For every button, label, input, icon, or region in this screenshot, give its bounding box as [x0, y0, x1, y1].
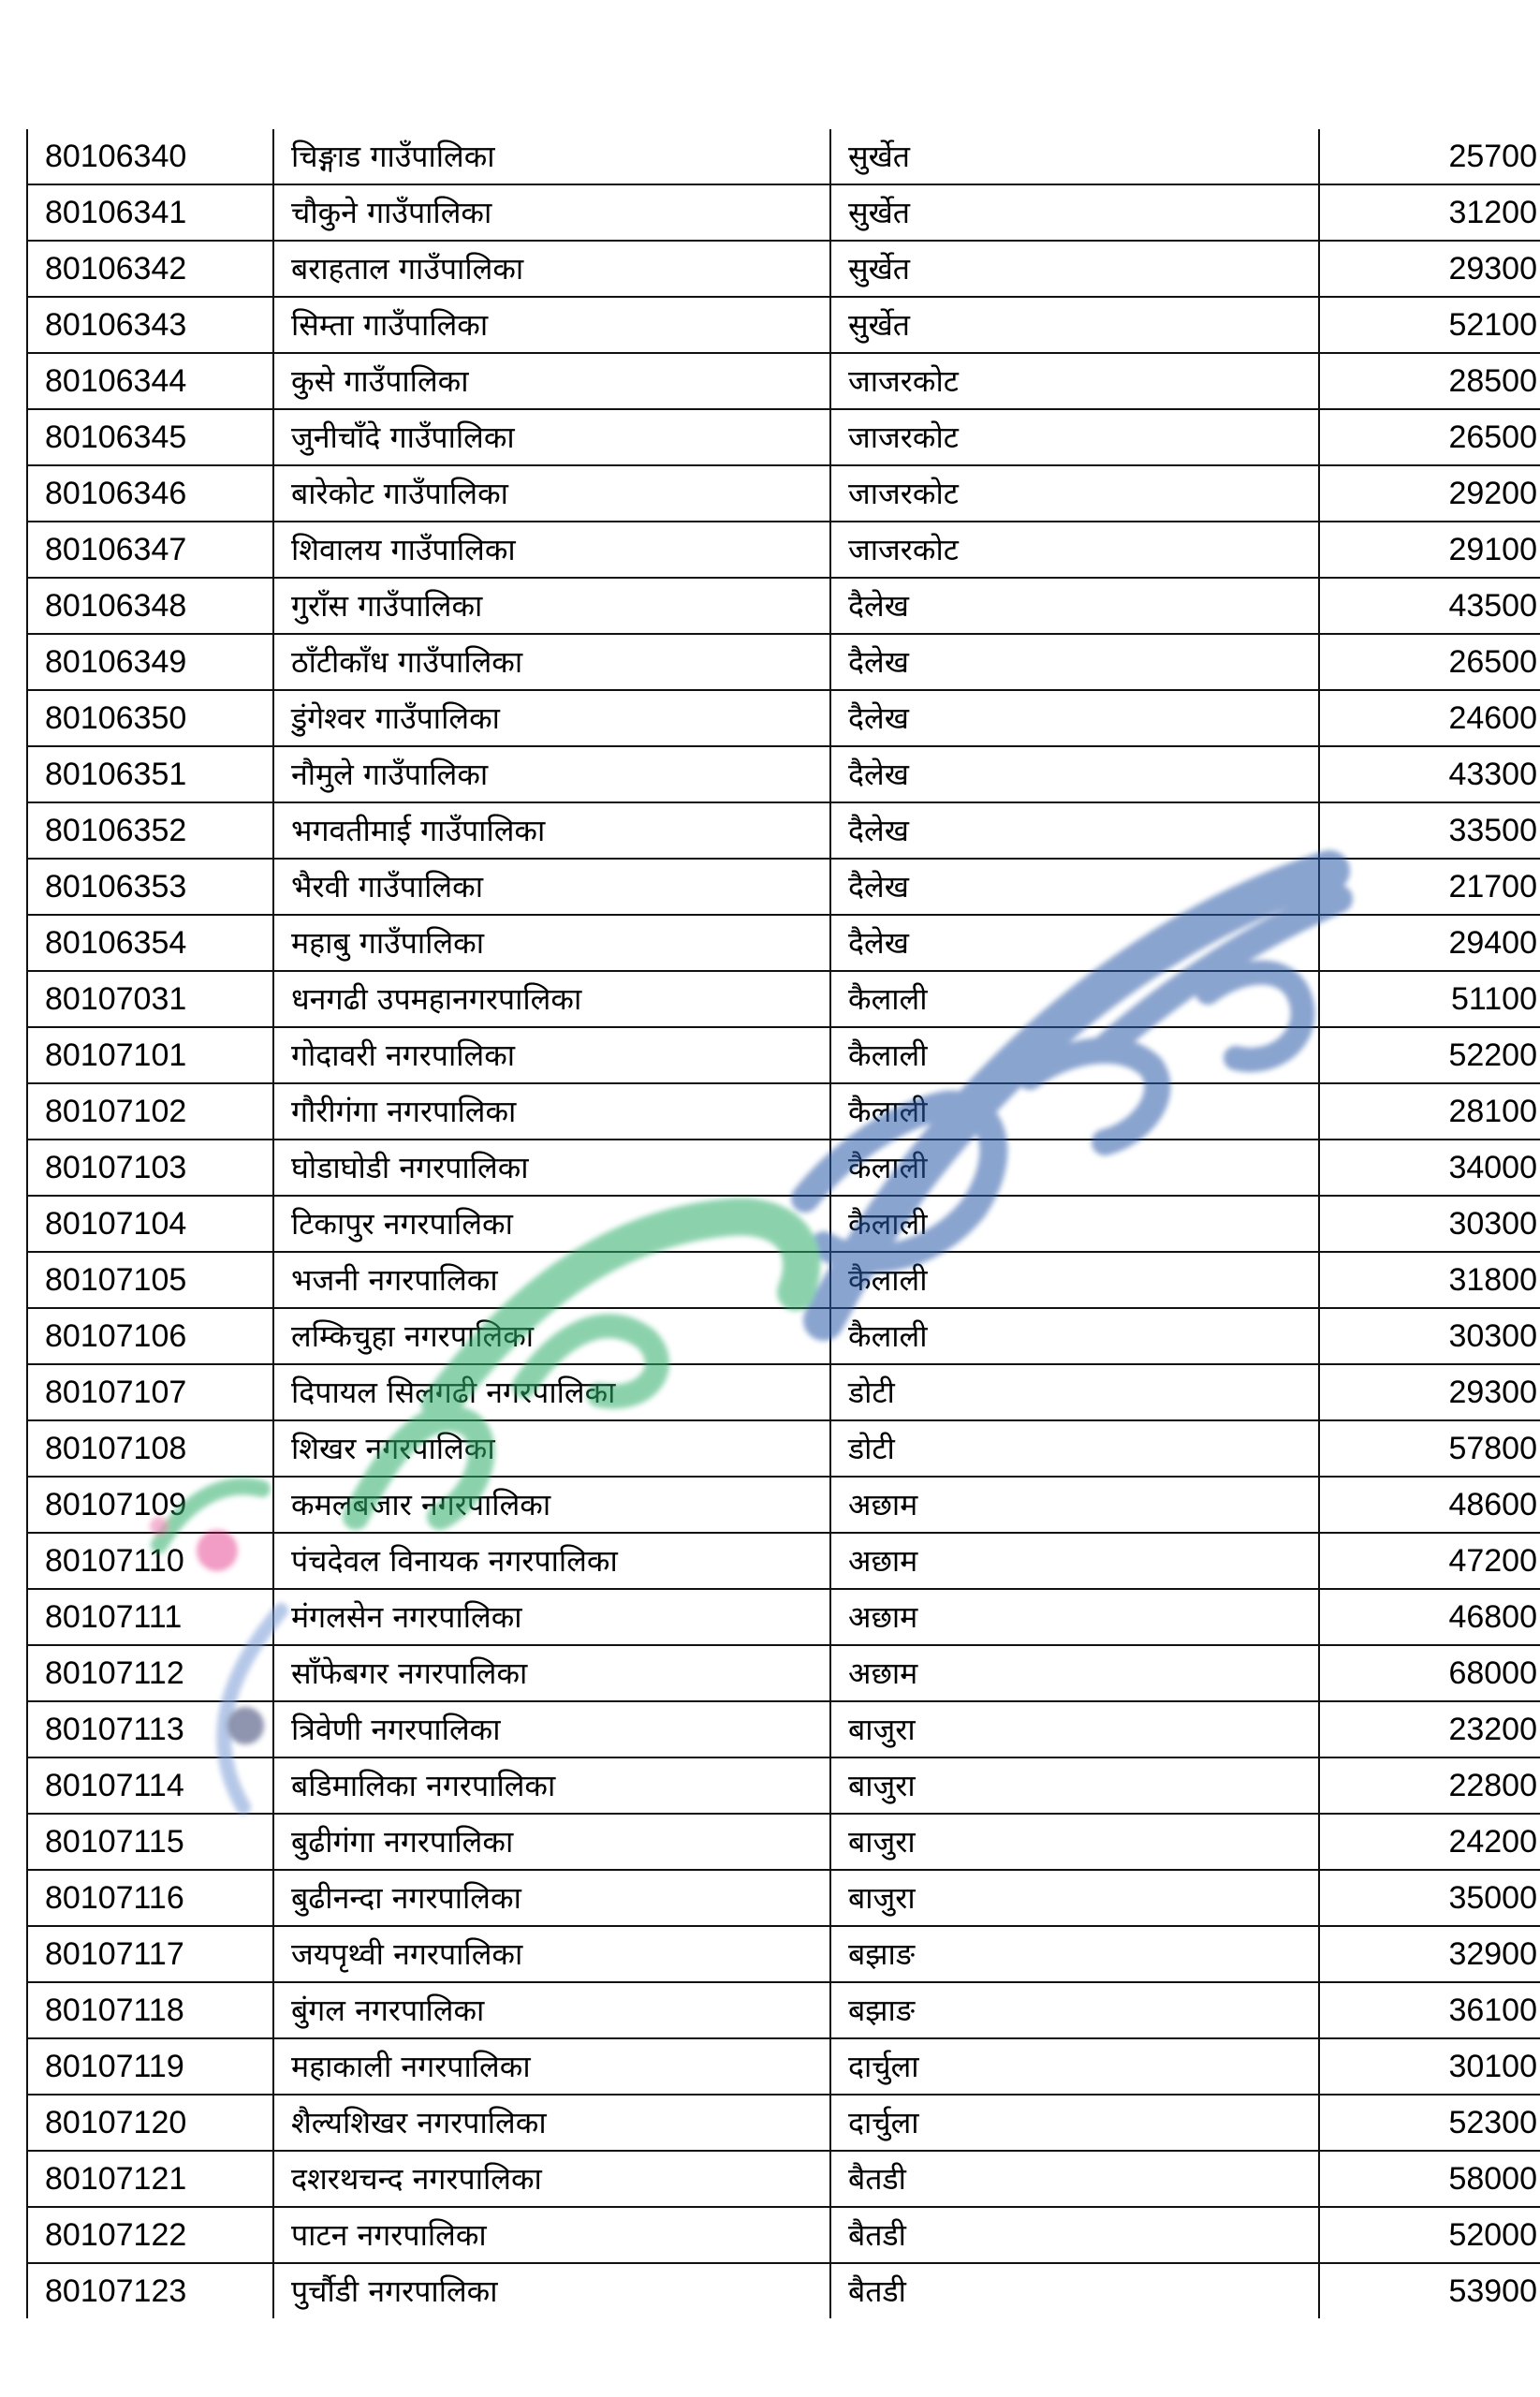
table-row	[27, 1477, 1540, 1533]
district-cell: अछाम	[830, 1645, 1319, 1701]
municipality-name-cell: पंचदेवल विनायक नगरपालिका	[273, 1533, 830, 1589]
district-cell: अछाम	[830, 1589, 1319, 1645]
table-row	[27, 1533, 1540, 1589]
municipality-name-cell: चिङ्गाड गाउँपालिका	[273, 129, 830, 184]
code-cell: 80106341	[27, 184, 273, 241]
table-row	[27, 353, 1540, 409]
value-cell: 29200	[1319, 465, 1540, 522]
table-row	[27, 1252, 1540, 1308]
municipality-name-cell: शिवालय गाउँपालिका	[273, 522, 830, 578]
table-row	[27, 1589, 1540, 1645]
district-cell: बैतडी	[830, 2151, 1319, 2207]
table-row	[27, 129, 1540, 184]
municipality-table	[26, 129, 1540, 2318]
district-cell: दैलेख	[830, 802, 1319, 859]
district-cell: बाजुरा	[830, 1701, 1319, 1757]
value-cell: 30100	[1319, 2038, 1540, 2095]
value-cell: 29300	[1319, 241, 1540, 297]
value-cell: 31800	[1319, 1252, 1540, 1308]
code-cell: 80106340	[27, 129, 273, 184]
table-row	[27, 1814, 1540, 1870]
district-cell: बाजुरा	[830, 1814, 1319, 1870]
table-row	[27, 1926, 1540, 1982]
table-row	[27, 297, 1540, 353]
municipality-name-cell: चौकुने गाउँपालिका	[273, 184, 830, 241]
code-cell: 80106346	[27, 465, 273, 522]
municipality-name-cell: मंगलसेन नगरपालिका	[273, 1589, 830, 1645]
district-cell: दार्चुला	[830, 2038, 1319, 2095]
municipality-name-cell: साँफेबगर नगरपालिका	[273, 1645, 830, 1701]
table-row	[27, 1140, 1540, 1196]
table-row	[27, 1364, 1540, 1420]
municipality-name-cell: गोदावरी नगरपालिका	[273, 1027, 830, 1083]
value-cell: 29400	[1319, 915, 1540, 971]
value-cell: 28500	[1319, 353, 1540, 409]
code-cell: 80107114	[27, 1757, 273, 1814]
value-cell: 23200	[1319, 1701, 1540, 1757]
value-cell: 25700	[1319, 129, 1540, 184]
value-cell: 46800	[1319, 1589, 1540, 1645]
code-cell: 80107122	[27, 2207, 273, 2263]
municipality-name-cell: पाटन नगरपालिका	[273, 2207, 830, 2263]
value-cell: 26500	[1319, 634, 1540, 690]
code-cell: 80107101	[27, 1027, 273, 1083]
district-cell: बैतडी	[830, 2207, 1319, 2263]
code-cell: 80107123	[27, 2263, 273, 2318]
district-cell: कैलाली	[830, 1083, 1319, 1140]
municipality-name-cell: नौमुले गाउँपालिका	[273, 746, 830, 802]
municipality-name-cell: टिकापुर नगरपालिका	[273, 1196, 830, 1252]
code-cell: 80107106	[27, 1308, 273, 1364]
municipality-name-cell: लम्किचुहा नगरपालिका	[273, 1308, 830, 1364]
code-cell: 80107120	[27, 2095, 273, 2151]
table-row	[27, 241, 1540, 297]
code-cell: 80107031	[27, 971, 273, 1027]
value-cell: 52300	[1319, 2095, 1540, 2151]
code-cell: 80106345	[27, 409, 273, 465]
municipality-name-cell: महाबु गाउँपालिका	[273, 915, 830, 971]
table-row	[27, 634, 1540, 690]
district-cell: बाजुरा	[830, 1757, 1319, 1814]
code-cell: 80106347	[27, 522, 273, 578]
value-cell: 30300	[1319, 1308, 1540, 1364]
district-cell: डोटी	[830, 1364, 1319, 1420]
table-row	[27, 1027, 1540, 1083]
municipality-name-cell: धनगढी उपमहानगरपालिका	[273, 971, 830, 1027]
table-row	[27, 1308, 1540, 1364]
code-cell: 80107109	[27, 1477, 273, 1533]
municipality-name-cell: डुंगेश्वर गाउँपालिका	[273, 690, 830, 746]
district-cell: जाजरकोट	[830, 353, 1319, 409]
municipality-name-cell: भगवतीमाई गाउँपालिका	[273, 802, 830, 859]
value-cell: 35000	[1319, 1870, 1540, 1926]
district-cell: अछाम	[830, 1533, 1319, 1589]
district-cell: सुर्खेत	[830, 129, 1319, 184]
municipality-name-cell: कमलबजार नगरपालिका	[273, 1477, 830, 1533]
table-row	[27, 1420, 1540, 1477]
district-cell: दैलेख	[830, 859, 1319, 915]
code-cell: 80107105	[27, 1252, 273, 1308]
value-cell: 24200	[1319, 1814, 1540, 1870]
district-cell: दैलेख	[830, 578, 1319, 634]
code-cell: 80106348	[27, 578, 273, 634]
district-cell: कैलाली	[830, 1196, 1319, 1252]
table-row	[27, 2038, 1540, 2095]
code-cell: 80107111	[27, 1589, 273, 1645]
table-row	[27, 2263, 1540, 2318]
table-row	[27, 1645, 1540, 1701]
municipality-name-cell: जुनीचाँदे गाउँपालिका	[273, 409, 830, 465]
municipality-name-cell: महाकाली नगरपालिका	[273, 2038, 830, 2095]
table-row	[27, 1701, 1540, 1757]
code-cell: 80106344	[27, 353, 273, 409]
value-cell: 51100	[1319, 971, 1540, 1027]
table-row	[27, 802, 1540, 859]
municipality-name-cell: बुढीनन्दा नगरपालिका	[273, 1870, 830, 1926]
municipality-name-cell: भैरवी गाउँपालिका	[273, 859, 830, 915]
value-cell: 26500	[1319, 409, 1540, 465]
district-cell: कैलाली	[830, 971, 1319, 1027]
code-cell: 80107121	[27, 2151, 273, 2207]
table-row	[27, 522, 1540, 578]
code-cell: 80106342	[27, 241, 273, 297]
code-cell: 80107107	[27, 1364, 273, 1420]
table-row	[27, 859, 1540, 915]
value-cell: 33500	[1319, 802, 1540, 859]
value-cell: 48600	[1319, 1477, 1540, 1533]
district-cell: जाजरकोट	[830, 522, 1319, 578]
district-cell: डोटी	[830, 1420, 1319, 1477]
value-cell: 52100	[1319, 297, 1540, 353]
code-cell: 80107117	[27, 1926, 273, 1982]
value-cell: 29100	[1319, 522, 1540, 578]
code-cell: 80106349	[27, 634, 273, 690]
district-cell: बझाङ	[830, 1926, 1319, 1982]
district-cell: बझाङ	[830, 1982, 1319, 2038]
district-cell: दैलेख	[830, 634, 1319, 690]
code-cell: 80106352	[27, 802, 273, 859]
value-cell: 32900	[1319, 1926, 1540, 1982]
municipality-name-cell: बुढीगंगा नगरपालिका	[273, 1814, 830, 1870]
code-cell: 80107102	[27, 1083, 273, 1140]
district-cell: अछाम	[830, 1477, 1319, 1533]
value-cell: 57800	[1319, 1420, 1540, 1477]
value-cell: 31200	[1319, 184, 1540, 241]
table-row	[27, 1982, 1540, 2038]
municipality-name-cell: बारेकोट गाउँपालिका	[273, 465, 830, 522]
municipality-name-cell: दशरथचन्द नगरपालिका	[273, 2151, 830, 2207]
municipality-name-cell: सिम्ता गाउँपालिका	[273, 297, 830, 353]
district-cell: कैलाली	[830, 1140, 1319, 1196]
table-row	[27, 2151, 1540, 2207]
municipality-name-cell: बुंगल नगरपालिका	[273, 1982, 830, 2038]
table-row	[27, 690, 1540, 746]
district-cell: सुर्खेत	[830, 184, 1319, 241]
district-cell: जाजरकोट	[830, 409, 1319, 465]
municipality-name-cell: पुर्चौडी नगरपालिका	[273, 2263, 830, 2318]
table-row	[27, 746, 1540, 802]
table-body	[27, 129, 1540, 2318]
municipality-name-cell: गुराँस गाउँपालिका	[273, 578, 830, 634]
value-cell: 22800	[1319, 1757, 1540, 1814]
code-cell: 80107110	[27, 1533, 273, 1589]
code-cell: 80107104	[27, 1196, 273, 1252]
municipality-name-cell: गौरीगंगा नगरपालिका	[273, 1083, 830, 1140]
municipality-name-cell: ठाँटीकाँध गाउँपालिका	[273, 634, 830, 690]
table-row	[27, 1757, 1540, 1814]
district-cell: दैलेख	[830, 746, 1319, 802]
code-cell: 80107103	[27, 1140, 273, 1196]
code-cell: 80106353	[27, 859, 273, 915]
table-row	[27, 184, 1540, 241]
district-cell: सुर्खेत	[830, 241, 1319, 297]
value-cell: 52200	[1319, 1027, 1540, 1083]
value-cell: 30300	[1319, 1196, 1540, 1252]
table-row	[27, 915, 1540, 971]
code-cell: 80106354	[27, 915, 273, 971]
municipality-name-cell: जयपृथ्वी नगरपालिका	[273, 1926, 830, 1982]
table-row	[27, 2095, 1540, 2151]
district-cell: दैलेख	[830, 690, 1319, 746]
value-cell: 28100	[1319, 1083, 1540, 1140]
code-cell: 80107113	[27, 1701, 273, 1757]
value-cell: 36100	[1319, 1982, 1540, 2038]
code-cell: 80107119	[27, 2038, 273, 2095]
code-cell: 80107112	[27, 1645, 273, 1701]
table-row	[27, 1083, 1540, 1140]
municipality-name-cell: बराहताल गाउँपालिका	[273, 241, 830, 297]
district-cell: बाजुरा	[830, 1870, 1319, 1926]
value-cell: 43300	[1319, 746, 1540, 802]
table-row	[27, 578, 1540, 634]
district-cell: जाजरकोट	[830, 465, 1319, 522]
municipality-name-cell: शैल्यशिखर नगरपालिका	[273, 2095, 830, 2151]
municipality-name-cell: बडिमालिका नगरपालिका	[273, 1757, 830, 1814]
value-cell: 24600	[1319, 690, 1540, 746]
value-cell: 43500	[1319, 578, 1540, 634]
code-cell: 80106343	[27, 297, 273, 353]
district-cell: बैतडी	[830, 2263, 1319, 2318]
value-cell: 29300	[1319, 1364, 1540, 1420]
district-cell: कैलाली	[830, 1252, 1319, 1308]
code-cell: 80107115	[27, 1814, 273, 1870]
table-row	[27, 409, 1540, 465]
value-cell: 21700	[1319, 859, 1540, 915]
table-row	[27, 971, 1540, 1027]
municipality-name-cell: कुसे गाउँपालिका	[273, 353, 830, 409]
municipality-name-cell: घोडाघोडी नगरपालिका	[273, 1140, 830, 1196]
code-cell: 80106351	[27, 746, 273, 802]
district-cell: कैलाली	[830, 1308, 1319, 1364]
code-cell: 80107118	[27, 1982, 273, 2038]
municipality-name-cell: भजनी नगरपालिका	[273, 1252, 830, 1308]
municipality-name-cell: त्रिवेणी नगरपालिका	[273, 1701, 830, 1757]
district-cell: दार्चुला	[830, 2095, 1319, 2151]
district-cell: सुर्खेत	[830, 297, 1319, 353]
value-cell: 34000	[1319, 1140, 1540, 1196]
table-row	[27, 465, 1540, 522]
table-row	[27, 1870, 1540, 1926]
table-row	[27, 2207, 1540, 2263]
value-cell: 53900	[1319, 2263, 1540, 2318]
value-cell: 58000	[1319, 2151, 1540, 2207]
municipality-name-cell: दिपायल सिलगढी नगरपालिका	[273, 1364, 830, 1420]
district-cell: दैलेख	[830, 915, 1319, 971]
table-row	[27, 1196, 1540, 1252]
code-cell: 80106350	[27, 690, 273, 746]
code-cell: 80107108	[27, 1420, 273, 1477]
municipality-name-cell: शिखर नगरपालिका	[273, 1420, 830, 1477]
code-cell: 80107116	[27, 1870, 273, 1926]
value-cell: 68000	[1319, 1645, 1540, 1701]
district-cell: कैलाली	[830, 1027, 1319, 1083]
value-cell: 52000	[1319, 2207, 1540, 2263]
value-cell: 47200	[1319, 1533, 1540, 1589]
